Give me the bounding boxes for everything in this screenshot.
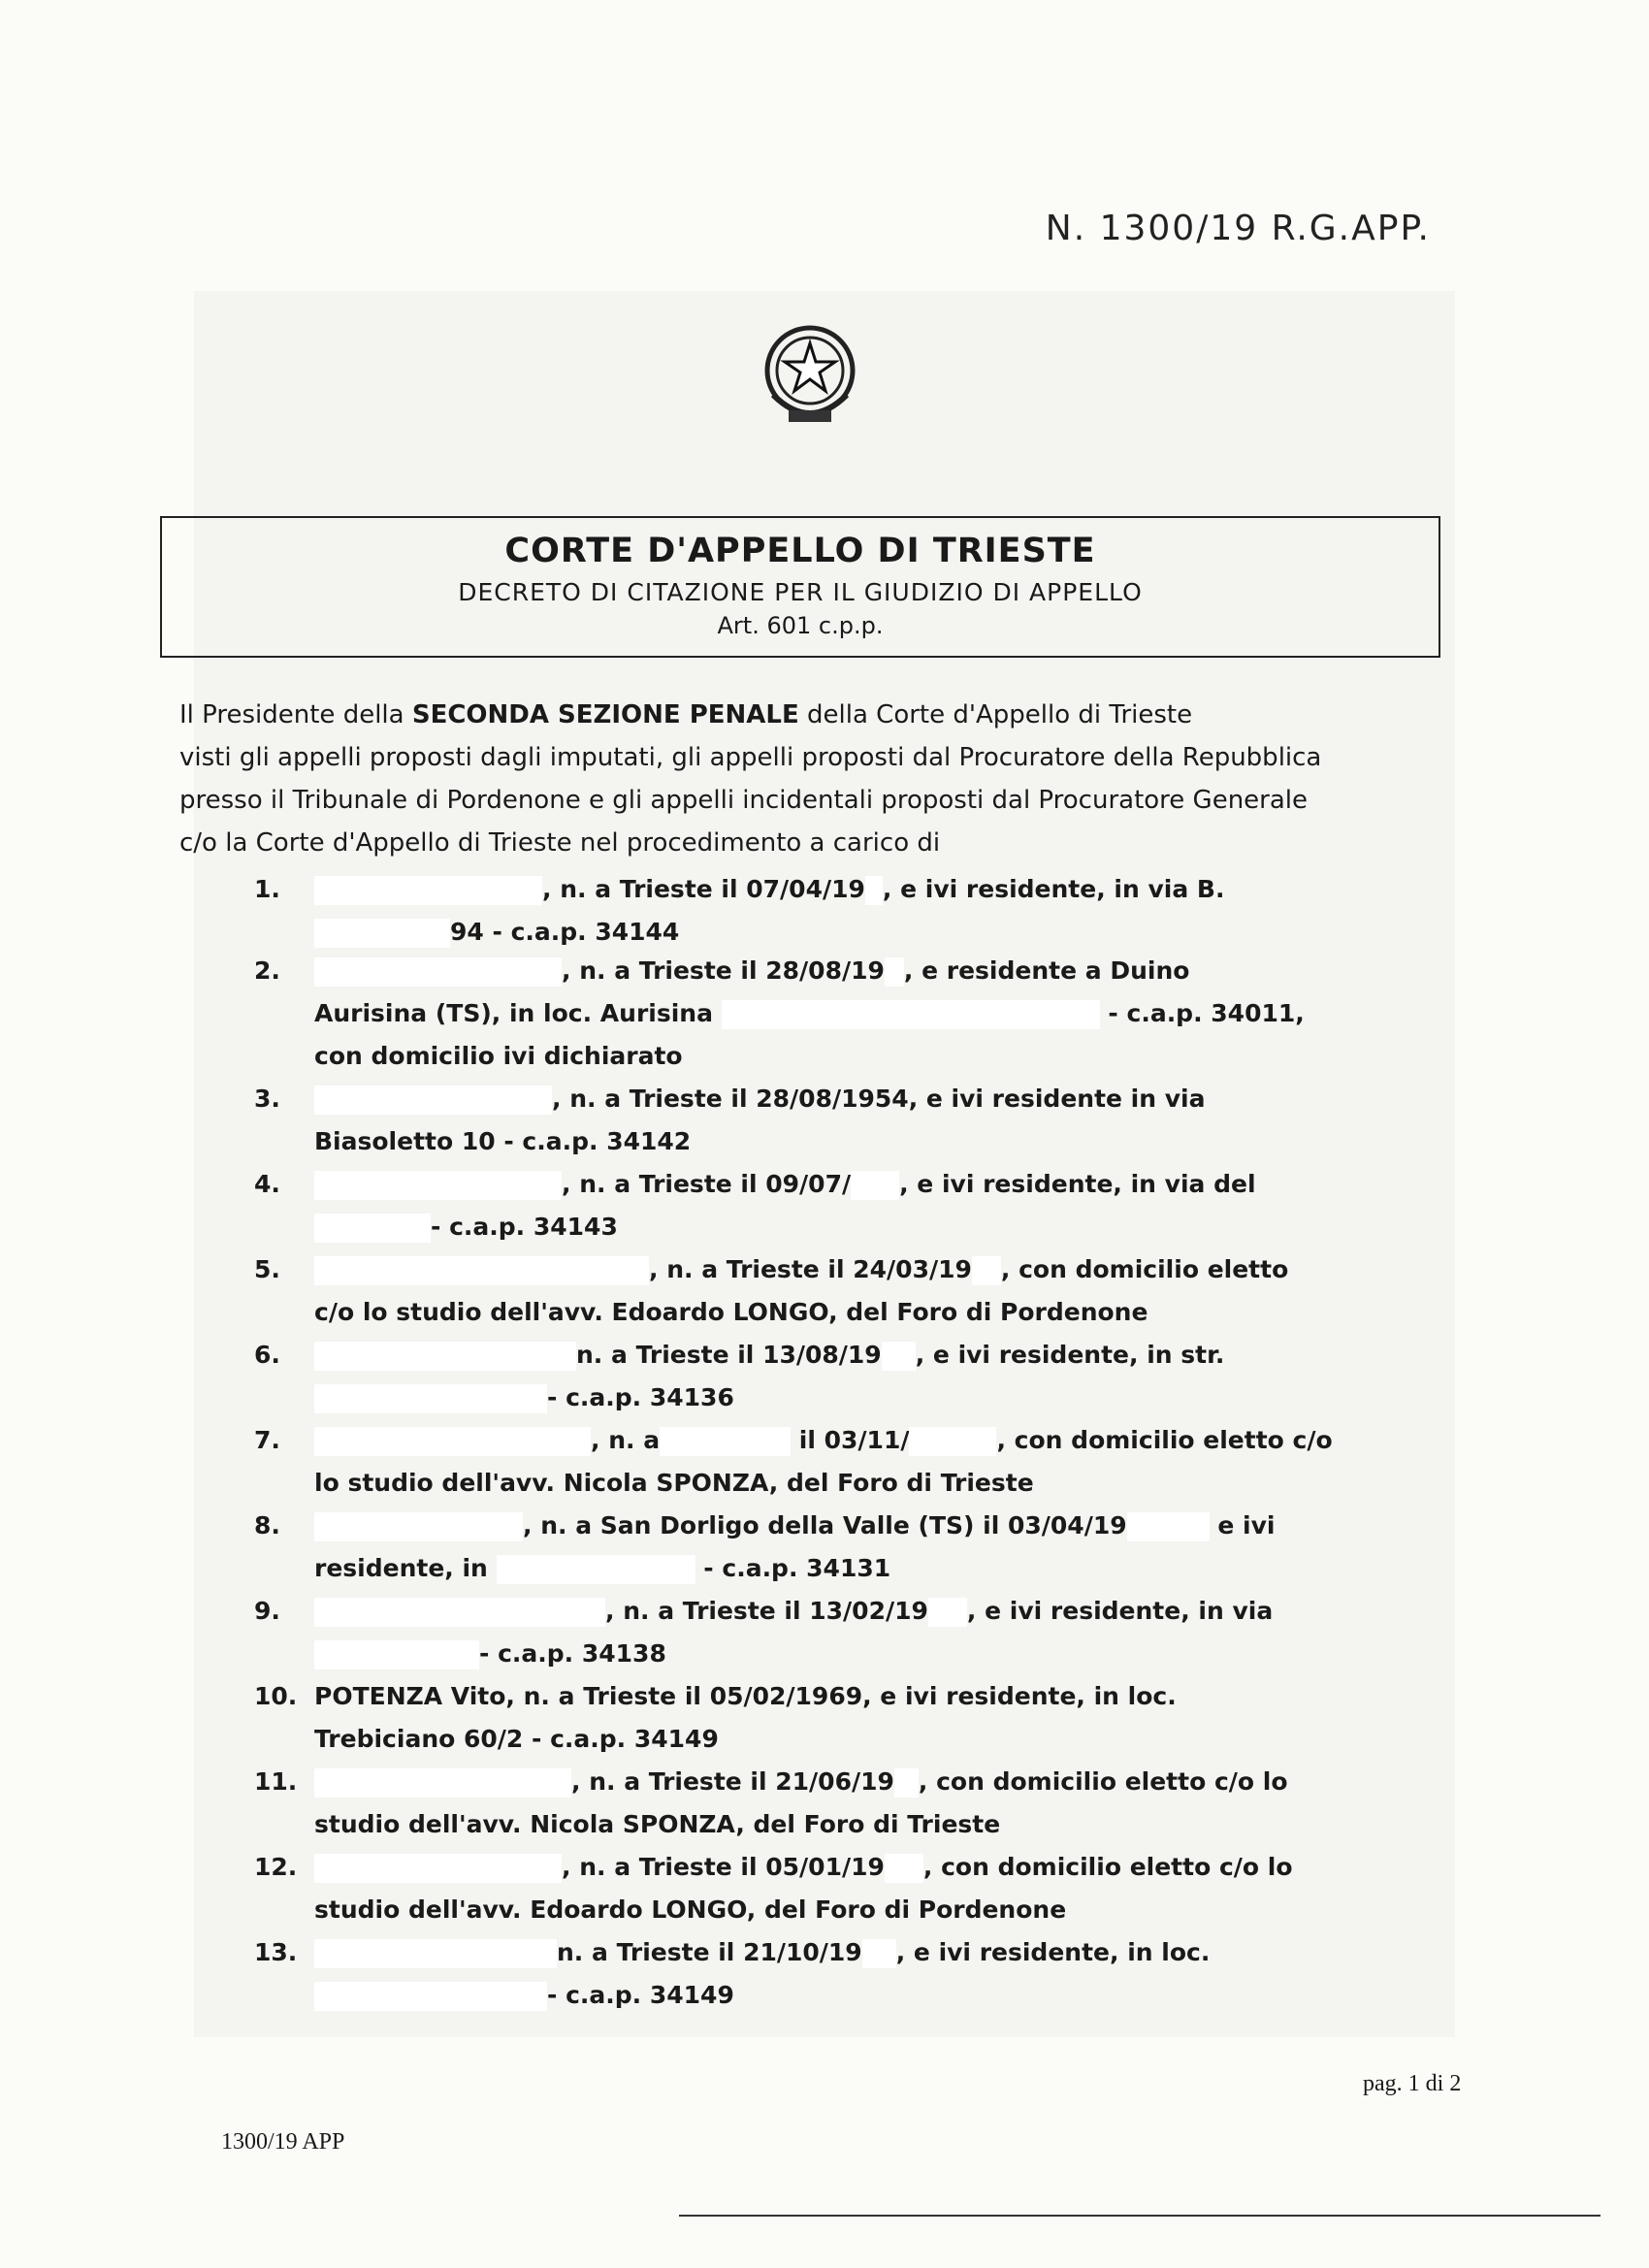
item-text: - c.a.p. 34138: [479, 1639, 666, 1668]
item-text: , n. a Trieste il 05/02/1969, e ivi residente, in loc.: [505, 1682, 1177, 1710]
bottom-divider: [679, 2215, 1600, 2217]
item-text: studio dell'avv. Nicola SPONZA, del Foro di Trieste: [314, 1810, 1001, 1838]
redaction: [314, 876, 542, 905]
intro-text: della Corte d'Appello di Trieste: [798, 700, 1193, 729]
redaction: [314, 1854, 562, 1883]
list-item: [254, 1419, 1467, 1505]
item-text: , e residente a Duino: [903, 956, 1190, 985]
item-number: 1.: [254, 875, 280, 903]
item-number: 13.: [254, 1938, 298, 1966]
list-item: [254, 1761, 1467, 1846]
redaction: [865, 876, 883, 905]
item-text: - c.a.p. 34131: [703, 1554, 891, 1582]
page-indicator: pag. 1 di 2: [1363, 2071, 1462, 2096]
list-item: [254, 1505, 1467, 1590]
redaction: [314, 1939, 557, 1968]
redaction: [314, 1171, 562, 1200]
italian-republic-emblem-icon: [760, 317, 860, 434]
item-text: - c.a.p. 34136: [547, 1383, 734, 1411]
item-number: 8.: [254, 1511, 280, 1539]
item-text: , e ivi residente, in via B.: [882, 875, 1225, 903]
redaction: [314, 1768, 571, 1798]
redaction: [851, 1171, 899, 1200]
item-text: , n. a Trieste il 13/02/19: [605, 1597, 928, 1625]
item-text: 94 - c.a.p. 34144: [450, 918, 680, 946]
item-number: 6.: [254, 1341, 280, 1369]
intro-text: presso il Tribunale di Pordenone e gli appelli incidentali proposti dal Procuratore Generale: [179, 786, 1309, 815]
item-text: residente, in: [314, 1554, 488, 1582]
title-box: [160, 516, 1440, 658]
item-text: studio dell'avv. Edoardo LONGO, del Foro di Pordenone: [314, 1895, 1067, 1924]
item-text: - c.a.p. 34011,: [1108, 999, 1305, 1027]
redaction: [314, 1982, 547, 2011]
list-item: [254, 1163, 1467, 1248]
court-title: CORTE D'APPELLO DI TRIESTE: [504, 532, 1096, 570]
item-number: 5.: [254, 1255, 280, 1283]
item-number: 2.: [254, 956, 280, 985]
item-number: 3.: [254, 1085, 280, 1113]
item-text: Trebiciano 60/2 - c.a.p. 34149: [314, 1725, 719, 1753]
redaction: [862, 1939, 896, 1968]
item-text: Aurisina (TS), in loc. Aurisina: [314, 999, 713, 1027]
intro-text: Il Presidente della: [179, 700, 412, 729]
intro-text: c/o la Corte d'Appello di Trieste nel procedimento a carico di: [179, 828, 941, 858]
item-text: , con domicilio eletto: [1000, 1255, 1289, 1283]
item-text: , n. a Trieste il 28/08/19: [562, 956, 885, 985]
item-text: , con domicilio eletto c/o lo: [922, 1853, 1293, 1881]
item-text: Biasoletto 10 - c.a.p. 34142: [314, 1127, 692, 1155]
item-number: 9.: [254, 1597, 280, 1625]
item-text: lo studio dell'avv. Nicola SPONZA, del Foro di Trieste: [314, 1469, 1034, 1497]
list-item: [254, 1590, 1467, 1675]
item-text: , e ivi residente, in via del: [899, 1170, 1256, 1198]
item-text: e ivi: [1217, 1511, 1276, 1539]
item-text: , n. a Trieste il 07/04/19: [542, 875, 865, 903]
item-text: , n. a Trieste il 24/03/19: [649, 1255, 972, 1283]
item-text: il 03/11/: [798, 1426, 910, 1454]
redaction: [314, 1256, 649, 1285]
redaction: [314, 957, 562, 987]
item-number: 11.: [254, 1767, 298, 1796]
redaction: [314, 1384, 547, 1413]
item-text: , n. a Trieste il 28/08/1954, e ivi residente in via: [552, 1085, 1206, 1113]
redaction: [660, 1427, 791, 1456]
section-name: SECONDA SEZIONE PENALE: [411, 700, 799, 729]
defendant-name: POTENZA Vito: [314, 1682, 506, 1710]
list-item: [254, 1846, 1467, 1931]
redaction: [885, 1854, 923, 1883]
item-text: - c.a.p. 34149: [547, 1981, 734, 2009]
list-item: [254, 1675, 1467, 1761]
item-number: 12.: [254, 1853, 298, 1881]
item-text: , n. a Trieste il 05/01/19: [562, 1853, 885, 1881]
footer-reference: 1300/19 APP: [221, 2129, 345, 2155]
defendants-list: [254, 868, 1467, 2017]
list-item: [254, 1334, 1467, 1419]
article-reference: Art. 601 c.p.p.: [717, 612, 884, 639]
redaction: [314, 1598, 605, 1627]
item-text: n. a Trieste il 13/08/19: [576, 1341, 882, 1369]
list-item: [254, 950, 1467, 1078]
item-text: , n. a San Dorligo della Valle (TS) il 03/04/19: [523, 1511, 1127, 1539]
case-number: N. 1300/19 R.G.APP.: [1045, 209, 1431, 248]
redaction: [909, 1427, 996, 1456]
redaction: [928, 1598, 967, 1627]
item-text: , n. a Trieste il 09/07/: [562, 1170, 852, 1198]
intro-paragraph: [179, 694, 1455, 864]
redaction: [314, 1512, 523, 1541]
list-item: [254, 868, 1467, 954]
intro-text: visti gli appelli proposti dagli imputati, gli appelli proposti dal Procuratore della Repubblica: [179, 743, 1322, 772]
redaction: [882, 1342, 916, 1371]
decree-title: DECRETO DI CITAZIONE PER IL GIUDIZIO DI APPELLO: [458, 578, 1143, 606]
redaction: [314, 919, 450, 948]
item-text: , e ivi residente, in str.: [915, 1341, 1225, 1369]
redaction: [314, 1342, 576, 1371]
redaction: [314, 1214, 431, 1243]
item-number: 7.: [254, 1426, 280, 1454]
item-text: n. a Trieste il 21/10/19: [557, 1938, 862, 1966]
redaction: [885, 957, 904, 987]
redaction: [972, 1256, 1001, 1285]
item-text: , e ivi residente, in via: [966, 1597, 1274, 1625]
item-text: con domicilio ivi dichiarato: [314, 1042, 683, 1070]
item-text: - c.a.p. 34143: [431, 1213, 618, 1241]
redaction: [314, 1085, 552, 1115]
list-item: [254, 1931, 1467, 2017]
list-item: [254, 1248, 1467, 1334]
item-text: c/o lo studio dell'avv. Edoardo LONGO, del Foro di Pordenone: [314, 1298, 1148, 1326]
redaction: [497, 1555, 695, 1584]
list-item: [254, 1078, 1467, 1163]
item-number: 4.: [254, 1170, 280, 1198]
item-text: , n. a: [591, 1426, 661, 1454]
item-text: , con domicilio eletto c/o lo: [918, 1767, 1288, 1796]
redaction: [314, 1427, 591, 1456]
redaction: [1127, 1512, 1210, 1541]
item-text: , e ivi residente, in loc.: [895, 1938, 1211, 1966]
redaction: [894, 1768, 919, 1798]
redaction: [722, 1000, 1100, 1029]
item-text: , n. a Trieste il 21/06/19: [571, 1767, 894, 1796]
item-text: , con domicilio eletto c/o: [996, 1426, 1333, 1454]
item-number: 10.: [254, 1682, 298, 1710]
redaction: [314, 1640, 479, 1669]
